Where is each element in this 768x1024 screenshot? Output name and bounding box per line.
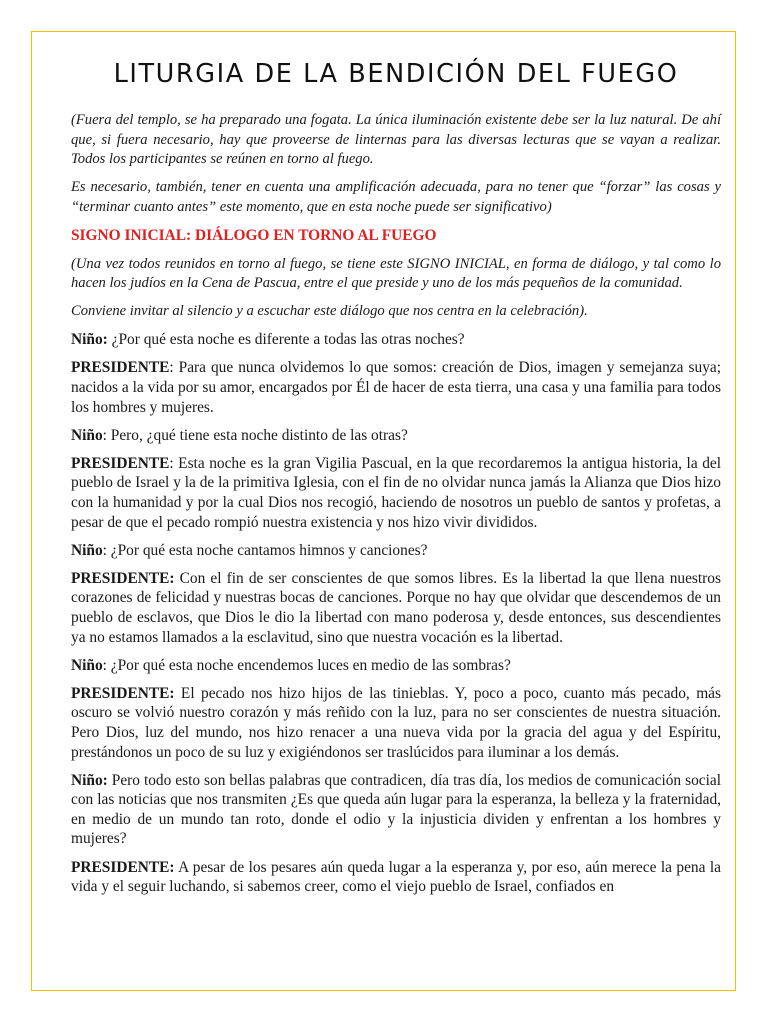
dialogue-line — [71, 454, 721, 532]
dialogue-text: Con el fin de ser conscientes de que somos libres. Es la libertad la que llena nuestros corazones de felicidad y nuestras bocas de canciones. Porque no hay que olvidar que descendemos de un pueblo de esclavos, que Dios le dio la libertad con mano poderosa y, desde entonces, sus descendientes ya no estamos llamados a la esclavitud, sino que nuestra vocación es la libertad. — [71, 569, 721, 646]
dialogue-text: : ¿Por qué esta noche cantamos himnos y canciones? — [102, 541, 428, 559]
speaker-label: Niño — [71, 656, 103, 674]
dialogue-text: ¿Por qué esta noche es diferente a todas las otras noches? — [107, 331, 465, 349]
speaker-label: Niño — [71, 426, 103, 444]
intro-paragraph: Es necesario, también, tener en cuenta una amplificación adecuada, para no tener que “forzar” las cosas y “terminar cuanto antes” este momento, que en esta noche puede ser significativo) — [71, 179, 721, 215]
speaker-label: PRESIDENTE: — [71, 684, 175, 702]
speaker-label: PRESIDENTE: — [71, 569, 175, 587]
document-title: LITURGIA DE LA BENDICIÓN DEL FUEGO — [113, 59, 679, 89]
document-body — [71, 58, 721, 905]
dialogue-line — [71, 358, 721, 417]
dialogue-text: Pero todo esto son bellas palabras que contradicen, día tras día, los medios de comunicación social con las noticias que nos transmiten ¿Es que queda aún lugar para la esperanza, la belleza y la fraternidad, en medio de un mundo tan roto, donde el odio y la injusticia dividen y enfrentan a los hombres y mujeres? — [71, 771, 721, 848]
dialogue-text: : ¿Por qué esta noche encendemos luces en medio de las sombras? — [102, 656, 511, 674]
dialogue-line — [71, 858, 721, 897]
dialogue-line — [71, 426, 721, 446]
speaker-label: Niño — [71, 541, 103, 559]
speaker-label: PRESIDENTE — [71, 359, 170, 377]
intro-paragraph: (Fuera del templo, se ha preparado una fogata. La única iluminación existente debe ser la luz natural. De ahí que, si fuera necesario, hay que proveerse de linternas para las diversas lecturas que se vayan a realizar. Todos los participantes se reúnen en torno al fuego. — [71, 112, 721, 168]
section-intro-paragraph: (Una vez todos reunidos en torno al fuego, se tiene este SIGNO INICIAL, en forma de diálogo, y tal como lo hacen los judíos en la Cena de Pascua, entre el que preside y uno de los más pequeños de la comunidad. — [71, 255, 721, 292]
section-heading: SIGNO INICIAL: DIÁLOGO EN TORNO AL FUEGO — [71, 226, 437, 244]
speaker-label: Niño: — [71, 771, 108, 789]
speaker-label: PRESIDENTE: — [71, 858, 175, 876]
dialogue-line — [71, 330, 721, 350]
dialogue-line — [71, 569, 721, 647]
dialogue-text: : Esta noche es la gran Vigilia Pascual, en la que recordaremos la antigua historia, la del pueblo de Israel y la de la primitiva Iglesia, con el fin de no olvidar nunca jamás la Alianza que Dios hizo con la humanidad y por la cual Dios nos recogió, haciendo de nosotros un pueblo de santos y profetas, a pesar de que el pecado rompió nuestra existencia y nos hizo vivir divididos. — [71, 454, 721, 531]
dialogue-line — [71, 541, 721, 561]
dialogue-line — [71, 771, 721, 849]
dialogue-line — [71, 684, 721, 762]
dialogue-text: : Pero, ¿qué tiene esta noche distinto de las otras? — [102, 426, 408, 444]
dialogue-line — [71, 656, 721, 676]
speaker-label: Niño: — [71, 331, 108, 349]
dialogue-text: : Para que nunca olvidemos lo que somos: creación de Dios, imagen y semejanza suya; nacidos a la vida por su amor, encargados por Él de hacer de esta tierra, una casa y una familia para todos los hombres y mujeres. — [71, 359, 721, 416]
dialogue-text: A pesar de los pesares aún queda lugar a la esperanza y, por eso, aún merece la pena la vida y el seguir luchando, si sabemos creer, como el viejo pueblo de Israel, confiados en — [71, 858, 721, 896]
dialogue-text: El pecado nos hizo hijos de las tinieblas. Y, poco a poco, cuanto más pecado, más oscuro se volvió nuestro corazón y más reñido con la luz, para no ser conscientes de nuestra situación. Pero Dios, luz del mundo, nos hizo renacer a una nueva vida por la gracia del agua y del Espíritu, prestándonos un poco de su luz y exigiéndonos ser traslúcidos para iluminar a los demás. — [71, 684, 721, 761]
speaker-label: PRESIDENTE — [71, 454, 170, 472]
section-intro-paragraph: Conviene invitar al silencio y a escuchar este diálogo que nos centra en la celebración). — [71, 303, 588, 320]
